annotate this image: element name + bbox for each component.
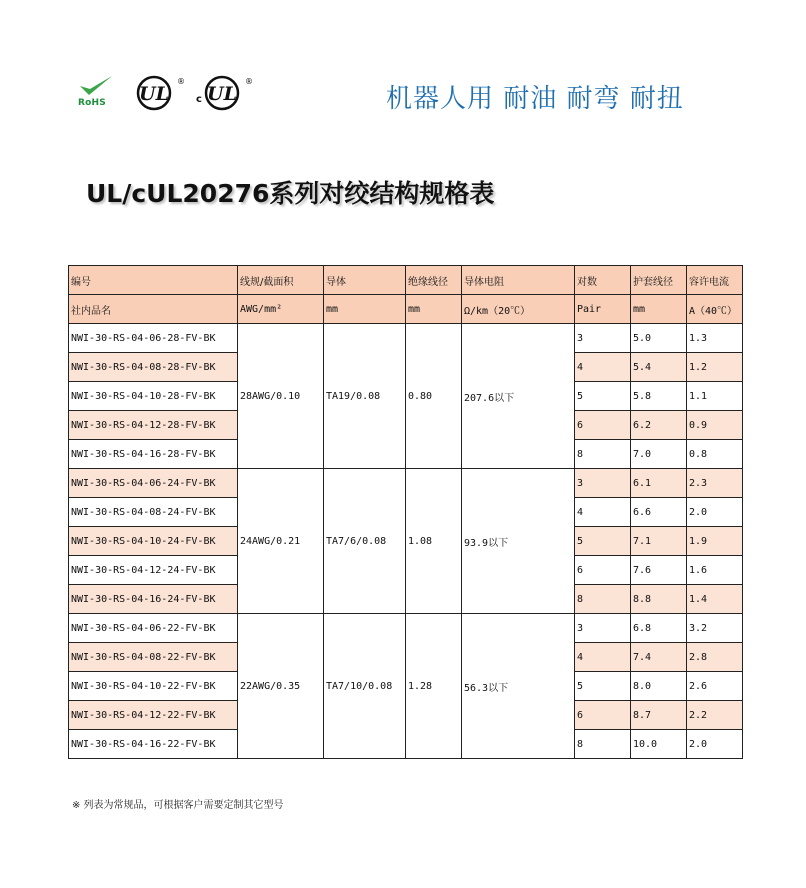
current-cell: 0.9 xyxy=(687,411,743,440)
sheath-cell: 6.8 xyxy=(631,614,687,643)
product-code-cell: NWI-30-RS-04-12-28-FV-BK xyxy=(69,411,238,440)
column-header: 绝缘线径 xyxy=(406,266,462,295)
product-code-cell: NWI-30-RS-04-10-22-FV-BK xyxy=(69,672,238,701)
column-unit: Ω/km（20℃） xyxy=(462,295,575,324)
gauge-cell: 22AWG/0.35 xyxy=(238,614,324,759)
svg-text:c: c xyxy=(196,94,202,105)
table-row xyxy=(69,324,743,353)
column-unit: mm xyxy=(406,295,462,324)
sheath-cell: 6.1 xyxy=(631,469,687,498)
current-cell: 0.8 xyxy=(687,440,743,469)
ul-logo xyxy=(134,76,184,114)
column-unit: mm xyxy=(324,295,406,324)
conductor-cell: TA19/0.08 xyxy=(324,324,406,469)
product-code-cell: NWI-30-RS-04-10-28-FV-BK xyxy=(69,382,238,411)
sheath-cell: 8.8 xyxy=(631,585,687,614)
pairs-cell: 5 xyxy=(575,382,631,411)
sheath-cell: 5.0 xyxy=(631,324,687,353)
pairs-cell: 8 xyxy=(575,585,631,614)
current-cell: 2.0 xyxy=(687,730,743,759)
current-cell: 1.1 xyxy=(687,382,743,411)
pairs-cell: 4 xyxy=(575,643,631,672)
pairs-cell: 5 xyxy=(575,672,631,701)
sheath-cell: 6.6 xyxy=(631,498,687,527)
product-code-cell: NWI-30-RS-04-10-24-FV-BK xyxy=(69,527,238,556)
column-header: 导体电阻 xyxy=(462,266,575,295)
current-cell: 2.0 xyxy=(687,498,743,527)
rohs-check-icon xyxy=(76,74,116,98)
gauge-cell: 24AWG/0.21 xyxy=(238,469,324,614)
pairs-cell: 3 xyxy=(575,614,631,643)
product-code-cell: NWI-30-RS-04-16-24-FV-BK xyxy=(69,585,238,614)
sheath-cell: 10.0 xyxy=(631,730,687,759)
current-cell: 2.2 xyxy=(687,701,743,730)
column-header: 导体 xyxy=(324,266,406,295)
slogan: 机器人用 耐油 耐弯 耐扭 xyxy=(386,84,684,114)
svg-text:UL: UL xyxy=(139,83,169,105)
sheath-cell: 6.2 xyxy=(631,411,687,440)
gauge-cell: 28AWG/0.10 xyxy=(238,324,324,469)
column-unit: 社内品名 xyxy=(69,295,238,324)
conductor-cell: TA7/6/0.08 xyxy=(324,469,406,614)
product-code-cell: NWI-30-RS-04-06-24-FV-BK xyxy=(69,469,238,498)
resistance-cell: 207.6以下 xyxy=(462,324,575,469)
pairs-cell: 3 xyxy=(575,469,631,498)
pairs-cell: 6 xyxy=(575,411,631,440)
column-unit: Pair xyxy=(575,295,631,324)
insulation-cell: 1.28 xyxy=(406,614,462,759)
table-row xyxy=(69,469,743,498)
sheath-cell: 8.0 xyxy=(631,672,687,701)
page-title: UL/cUL20276系列对绞结构规格表 xyxy=(86,179,495,208)
sheath-cell: 7.0 xyxy=(631,440,687,469)
current-cell: 1.4 xyxy=(687,585,743,614)
table-row xyxy=(69,614,743,643)
product-code-cell: NWI-30-RS-04-06-22-FV-BK xyxy=(69,614,238,643)
column-unit: mm xyxy=(631,295,687,324)
header-row xyxy=(69,266,743,295)
insulation-cell: 1.08 xyxy=(406,469,462,614)
pairs-cell: 8 xyxy=(575,730,631,759)
sheath-cell: 7.4 xyxy=(631,643,687,672)
svg-text:®: ® xyxy=(245,77,253,86)
cul-logo xyxy=(194,76,256,114)
insulation-cell: 0.80 xyxy=(406,324,462,469)
current-cell: 3.2 xyxy=(687,614,743,643)
product-code-cell: NWI-30-RS-04-16-28-FV-BK xyxy=(69,440,238,469)
pairs-cell: 6 xyxy=(575,556,631,585)
column-header: 护套线径 xyxy=(631,266,687,295)
footnote: ※ 列表为常规品，可根据客户需要定制其它型号 xyxy=(72,800,284,811)
column-unit: A（40℃） xyxy=(687,295,743,324)
pairs-cell: 4 xyxy=(575,498,631,527)
rohs-logo xyxy=(76,74,116,112)
column-header: 对数 xyxy=(575,266,631,295)
current-cell: 1.6 xyxy=(687,556,743,585)
column-header: 容许电流 xyxy=(687,266,743,295)
sheath-cell: 7.6 xyxy=(631,556,687,585)
unit-row xyxy=(69,295,743,324)
svg-text:®: ® xyxy=(177,77,185,86)
spec-table xyxy=(68,265,743,759)
current-cell: 2.6 xyxy=(687,672,743,701)
product-code-cell: NWI-30-RS-04-16-22-FV-BK xyxy=(69,730,238,759)
current-cell: 1.9 xyxy=(687,527,743,556)
current-cell: 2.8 xyxy=(687,643,743,672)
pairs-cell: 6 xyxy=(575,701,631,730)
sheath-cell: 7.1 xyxy=(631,527,687,556)
pairs-cell: 4 xyxy=(575,353,631,382)
certification-logos xyxy=(76,74,256,114)
conductor-cell: TA7/10/0.08 xyxy=(324,614,406,759)
pairs-cell: 5 xyxy=(575,527,631,556)
product-code-cell: NWI-30-RS-04-08-22-FV-BK xyxy=(69,643,238,672)
column-header: 线规/截面积 xyxy=(238,266,324,295)
column-header: 编号 xyxy=(69,266,238,295)
rohs-label: RoHS xyxy=(78,98,106,108)
svg-text:UL: UL xyxy=(207,83,237,105)
resistance-cell: 56.3以下 xyxy=(462,614,575,759)
product-code-cell: NWI-30-RS-04-12-22-FV-BK xyxy=(69,701,238,730)
sheath-cell: 8.7 xyxy=(631,701,687,730)
sheath-cell: 5.4 xyxy=(631,353,687,382)
resistance-cell: 93.9以下 xyxy=(462,469,575,614)
current-cell: 1.3 xyxy=(687,324,743,353)
product-code-cell: NWI-30-RS-04-06-28-FV-BK xyxy=(69,324,238,353)
product-code-cell: NWI-30-RS-04-08-28-FV-BK xyxy=(69,353,238,382)
current-cell: 2.3 xyxy=(687,469,743,498)
product-code-cell: NWI-30-RS-04-08-24-FV-BK xyxy=(69,498,238,527)
sheath-cell: 5.8 xyxy=(631,382,687,411)
current-cell: 1.2 xyxy=(687,353,743,382)
pairs-cell: 3 xyxy=(575,324,631,353)
column-unit: AWG/mm² xyxy=(238,295,324,324)
product-code-cell: NWI-30-RS-04-12-24-FV-BK xyxy=(69,556,238,585)
pairs-cell: 8 xyxy=(575,440,631,469)
